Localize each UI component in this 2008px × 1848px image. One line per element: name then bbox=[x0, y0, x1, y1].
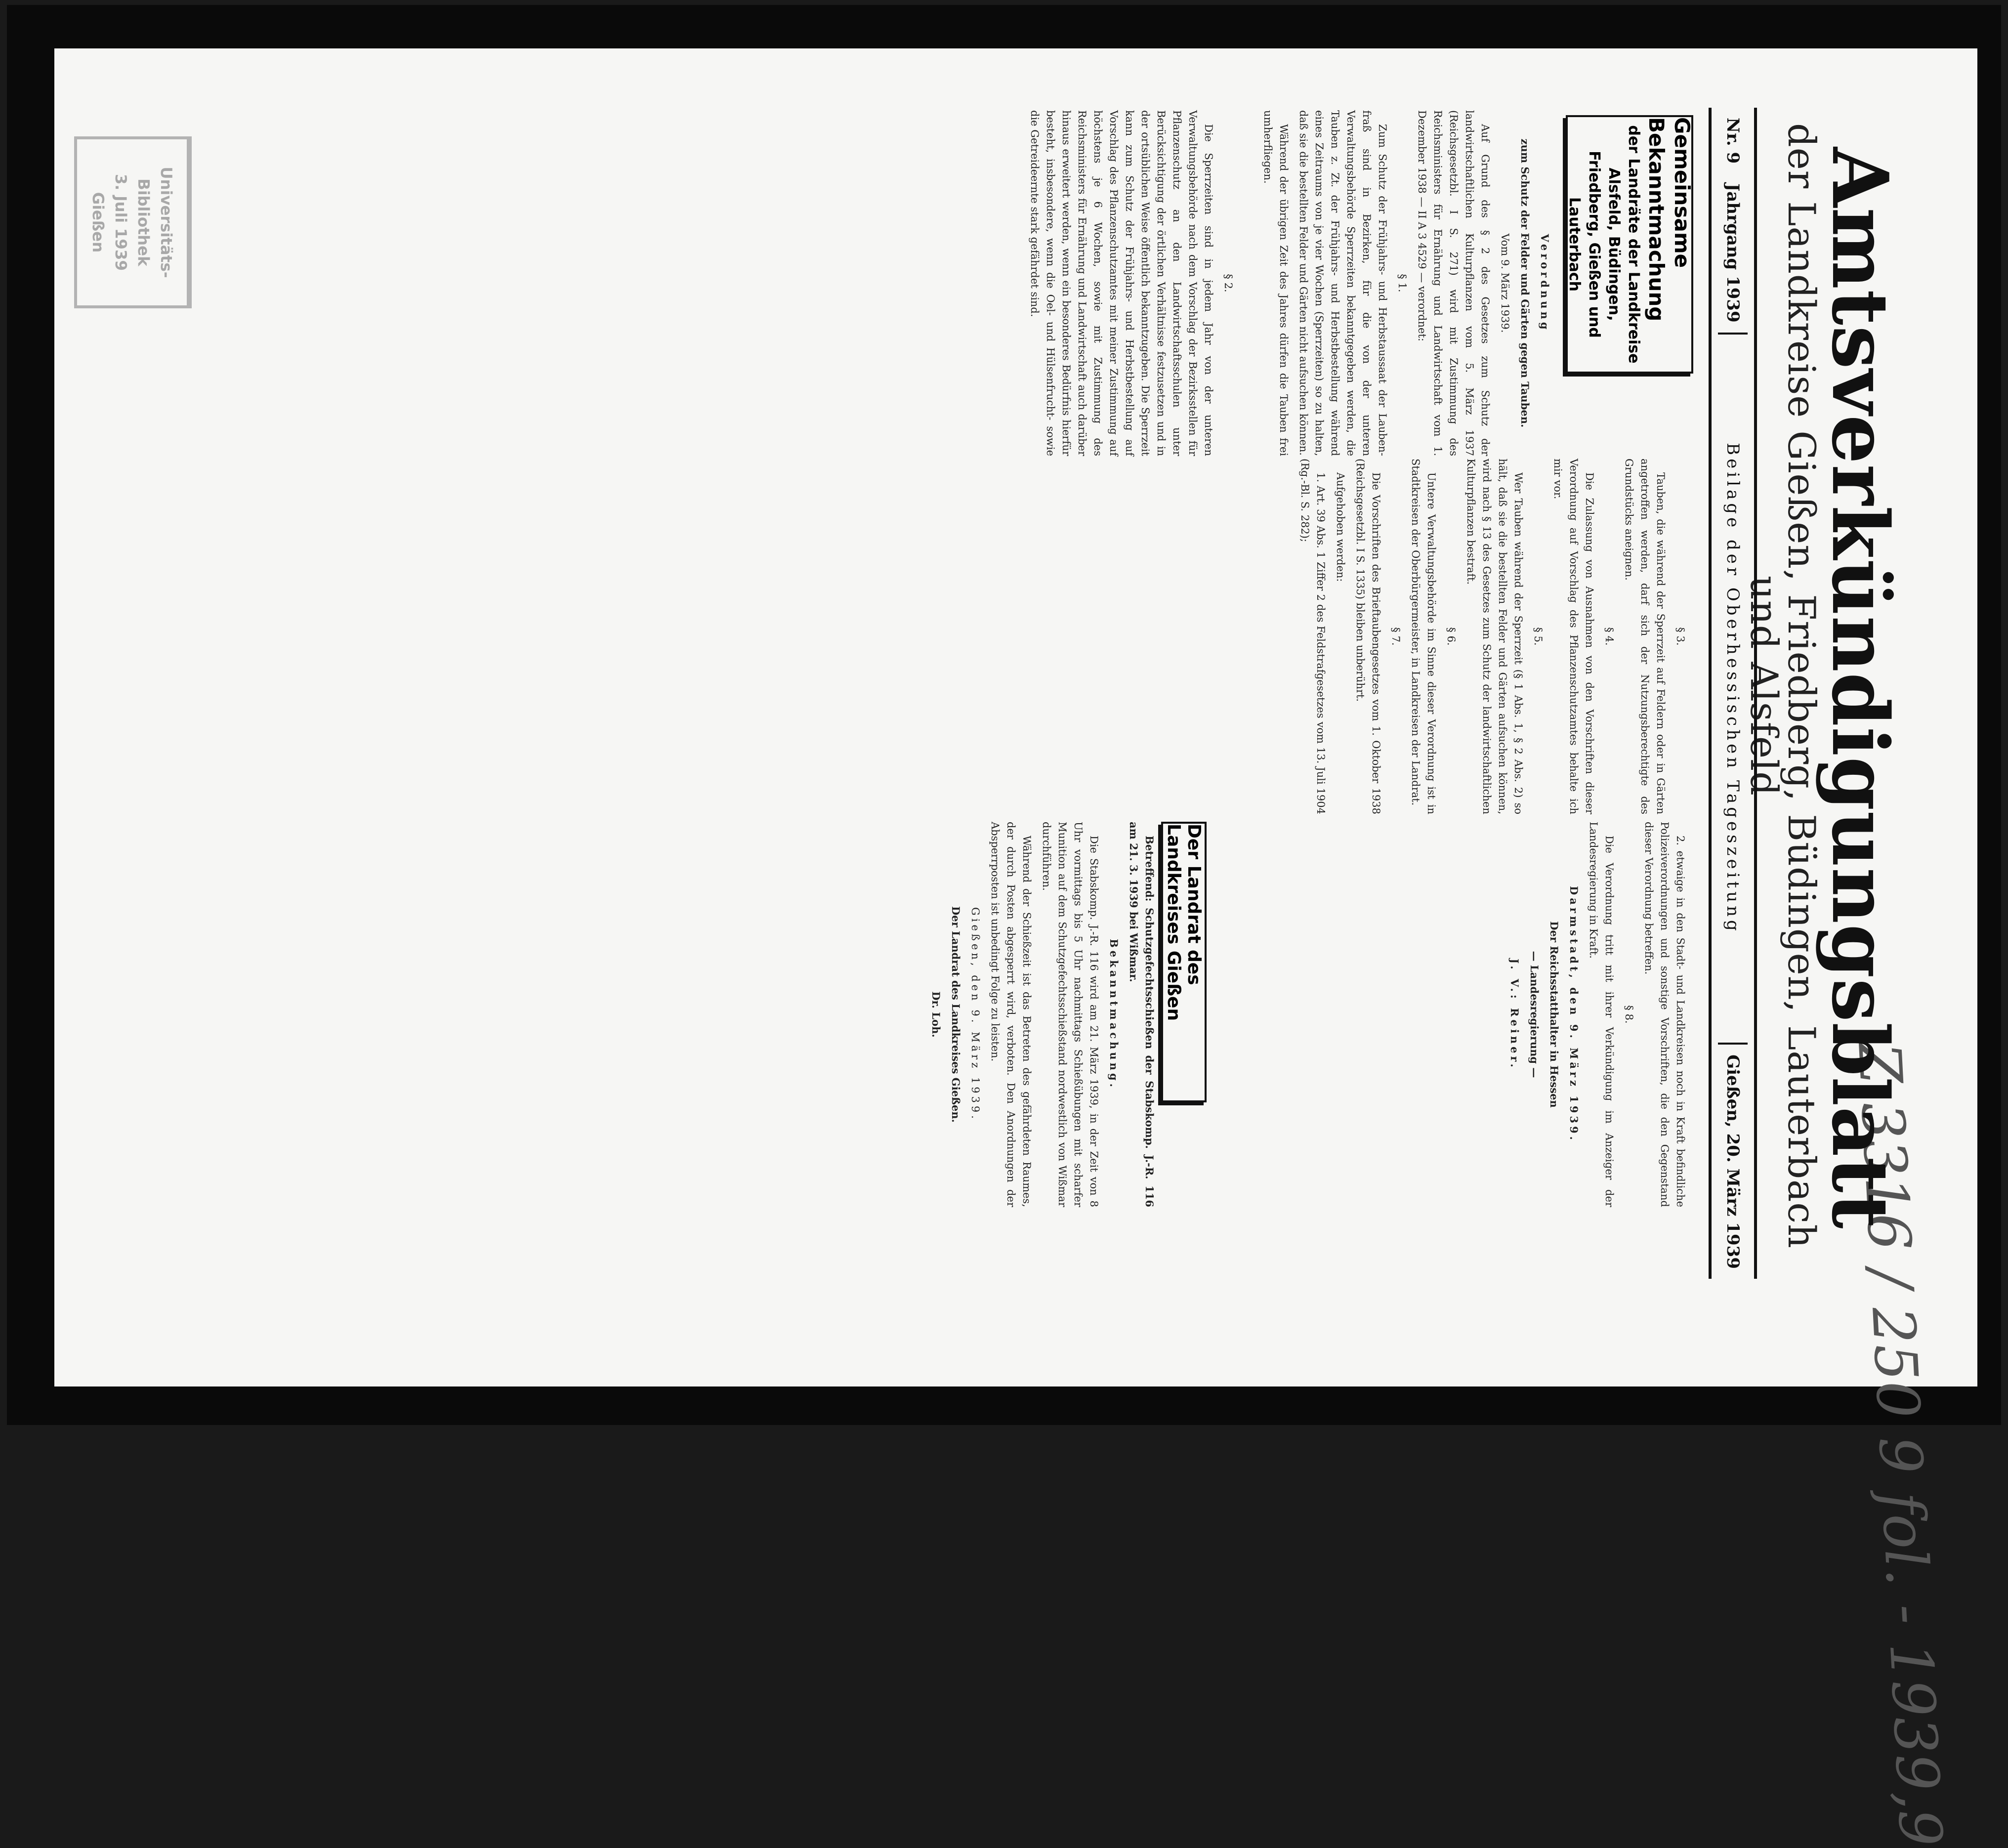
issue-number: Nr. 9 bbox=[1723, 118, 1743, 164]
ordinance-subheading: zum Schutz der Felder und Gärten gegen Tauben. bbox=[1519, 138, 1531, 428]
column-3 bbox=[1293, 459, 1688, 814]
section-title: § 5. bbox=[1532, 627, 1544, 646]
section-text: Die Zulassung von Ausnahmen von den Vorschriften dieser Verordnung auf Vorschlag des Pflanzenschutzamtes behalte ich mir vor. bbox=[1552, 459, 1595, 814]
section-title: § 2. bbox=[1222, 274, 1234, 293]
section-text: Tauben, die während der Sperrzeit auf Feldern oder in Gärten angetroffen werden, darf sich der Nutzungsberechtigte des Grundstücks aneignen. bbox=[1623, 459, 1667, 814]
ordinance-date: Vom 9. März 1939. bbox=[1499, 233, 1511, 333]
supplement-note: Beilage der Oberhessischen Tageszeitung bbox=[1723, 443, 1743, 934]
joint-notice-line: Friedberg, Gießen und Lauterbach bbox=[1566, 151, 1603, 338]
column-5 bbox=[924, 822, 1157, 1207]
joint-notice-heading: Gemeinsame Bekanntmachung bbox=[1644, 117, 1694, 322]
notice-heading: Bekanntmachung. bbox=[1108, 939, 1120, 1090]
issue-date: Gießen, 20. März 1939 bbox=[1723, 1054, 1743, 1269]
section-title: § 3. bbox=[1674, 627, 1686, 646]
signature-name: J. V.: Reiner. bbox=[1508, 959, 1521, 1070]
section-title: § 1. bbox=[1396, 274, 1408, 293]
ordinance-intro: Auf Grund des § 2 des Gesetzes zum Schutz der landwirtschaftlichen Kulturpflanzen vom 5. März 1937 (Reichsgesetzbl. I S. 271) wird mit Zustimmung des Reichsministers für Ernährung und Landwirtschaft vom 1. Dezember 1938 — II A 3 4529 — verordnet: bbox=[1416, 110, 1491, 456]
notice-text: Die Stabskomp. J.-R. 116 wird am 21. März 1939, in der Zeit von 8 Uhr vormittags bis 5 Uhr nachmittags Schießübungen mit scharfer Munition auf dem Schutzgefechtsschießstand nordwestlich von Wißmar durchführen. bbox=[1041, 822, 1100, 1207]
stamp-line: Gießen bbox=[89, 192, 107, 253]
notice-subject: Betreffend: Schutzgefechtsschießen der Stabskomp. J.-R. 116 am 21. 3. 1939 bei Wißmar. bbox=[1128, 822, 1156, 1207]
section-title: § 8. bbox=[1623, 1005, 1635, 1024]
section-text: Wer Tauben während der Sperrzeit (§ 1 Abs. 1, § 2 Abs. 2) so hält, daß sie die bestellten Felder und Gärten aufsuchen können, wird nach § 13 des Gesetzes zum Schutz der landwirtschaftlichen Kulturpflanzen bestraft. bbox=[1465, 459, 1524, 814]
issue-info-bar bbox=[1709, 108, 1757, 1279]
stamp-line: Bibliothek bbox=[134, 178, 152, 266]
list-item: 1. Art. 39 Abs. 1 Ziffer 2 des Feldstrafgesetzes vom 13. Juli 1904 (Rg.-Bl. S. 282); bbox=[1299, 459, 1327, 814]
notice-signature: Der Landrat des Landkreises Gießen. bbox=[950, 906, 962, 1123]
volume-year: Jahrgang 1939 bbox=[1723, 183, 1743, 323]
section-text: Die Verordnung tritt mit ihrer Verkündigung im Anzeiger der Landesregierung in Kraft. bbox=[1588, 822, 1615, 1207]
joint-notice-box bbox=[1566, 115, 1693, 374]
place-date: Darmstadt, den 9. März 1939. bbox=[1568, 885, 1580, 1143]
stamp-line: 3. Juli 1939 bbox=[112, 173, 129, 271]
section-title: § 6. bbox=[1445, 627, 1457, 646]
section-text: Die Sperrzeiten sind in jedem Jahr von der unteren Verwaltungsbehörde nach dem Vorschlag der Bezirksstellen für Pflanzenschutz an den Landwirtschaftsschulen unter Berücksichtigung der örtlichen Verhältnisse festzusetzen und in der ortsüblichen Weise öffentlich bekanntzugeben. Die Sperrzeit kann zum Schutz der Frühjahrs- und Herbstbestellung auf Vorschlag des Pflanzenschutzamtes mit meiner Zustimmung auf höchstens je 6 Wochen, sowie mit Zustimmung des Reichsministers für Ernährung und Landwirtschaft auch darüber hinaus erweitert werden, wenn ein besonderes Bedürfnis hierfür besteht, insbesondere, wenn die Oel- und Hülsenfrucht- sowie die Getreideernte stark gefährdet sind. bbox=[1029, 110, 1214, 456]
scan-background bbox=[7, 5, 2001, 1848]
section-text: Zum Schutz der Frühjahrs- und Herbstaussaat der Lauben-fraß sind in Bezirken, für die von der unteren Verwaltungsbehörde Sperrzeiten bekanntgegeben werden, die Tauben z. Zt. der Frühjahrs- und Herbstbestellung während eines Zeitraums von je vier Wochen (Sperrzeiten) so zu halten, daß sie die bestellten Felder und Gärten nicht aufsuchen können. bbox=[1297, 110, 1388, 456]
section-text: Die Vorschriften des Brieftaubengesetzes vom 1. Oktober 1938 (Reichsgesetzbl. I S. 1335) bleiben unberührt. bbox=[1354, 459, 1382, 814]
document-page bbox=[54, 48, 1977, 1848]
column-1 bbox=[1256, 110, 1552, 456]
section-title: § 7. bbox=[1390, 627, 1402, 646]
handwritten-shelfmark: Z 3316 / 250 9 fol. - 1939,9 bbox=[1845, 1041, 1956, 1848]
signature-line: Der Reichsstatthalter in Hessen bbox=[1548, 921, 1560, 1108]
notice-text: Während der Schießzeit ist das Betreten des gefährdeten Raumes, der durch Posten abgesperrt wird, verboten. Den Anordnungen der Absperrposten ist unbedingt Folge zu leisten. bbox=[989, 822, 1033, 1207]
section-text: Untere Verwaltungsbehörde im Sinne dieser Verordnung ist in Stadtkreisen der Oberbürgermeister, in Landkreisen der Landrat. bbox=[1410, 459, 1437, 814]
district-office-box: Der Landrat des Landkreises Gießen bbox=[1161, 822, 1207, 1102]
rotated-content bbox=[54, 48, 1977, 1848]
masthead-subtitle: der Landkreise Gießen, Friedberg, Büdingen, Lauterbach und Alsfeld bbox=[1742, 123, 1824, 1249]
column-4 bbox=[1503, 822, 1688, 1207]
notice-name: Dr. Loh. bbox=[930, 991, 942, 1038]
stamp-line: Universitäts- bbox=[157, 167, 175, 278]
ordinance-heading: Verordnung bbox=[1539, 234, 1551, 333]
notice-place-date: Gießen, den 9. März 1939. bbox=[969, 907, 981, 1122]
section-text: Aufgehoben werden: bbox=[1335, 472, 1346, 582]
section-title: § 4. bbox=[1603, 627, 1615, 646]
joint-notice-line: der Landräte der Landkreise Alsfeld, Büdingen, bbox=[1605, 125, 1642, 364]
column-2 bbox=[1023, 110, 1236, 456]
list-item: 2. etwaige in den Stadt- und Landkreisen noch in Kraft befindliche Polizeiverordnungen und sonstige Vorschriften, die den Gegenstand dieser Verordnung betreffen. bbox=[1643, 822, 1686, 1207]
signature-line: — Landesregierung — bbox=[1528, 951, 1541, 1078]
section-text: Während der übrigen Zeit des Jahres dürfen die Tauben frei umherfliegen. bbox=[1262, 110, 1290, 456]
masthead-title: Amtsverkündigungsblatt bbox=[1815, 147, 1905, 1229]
